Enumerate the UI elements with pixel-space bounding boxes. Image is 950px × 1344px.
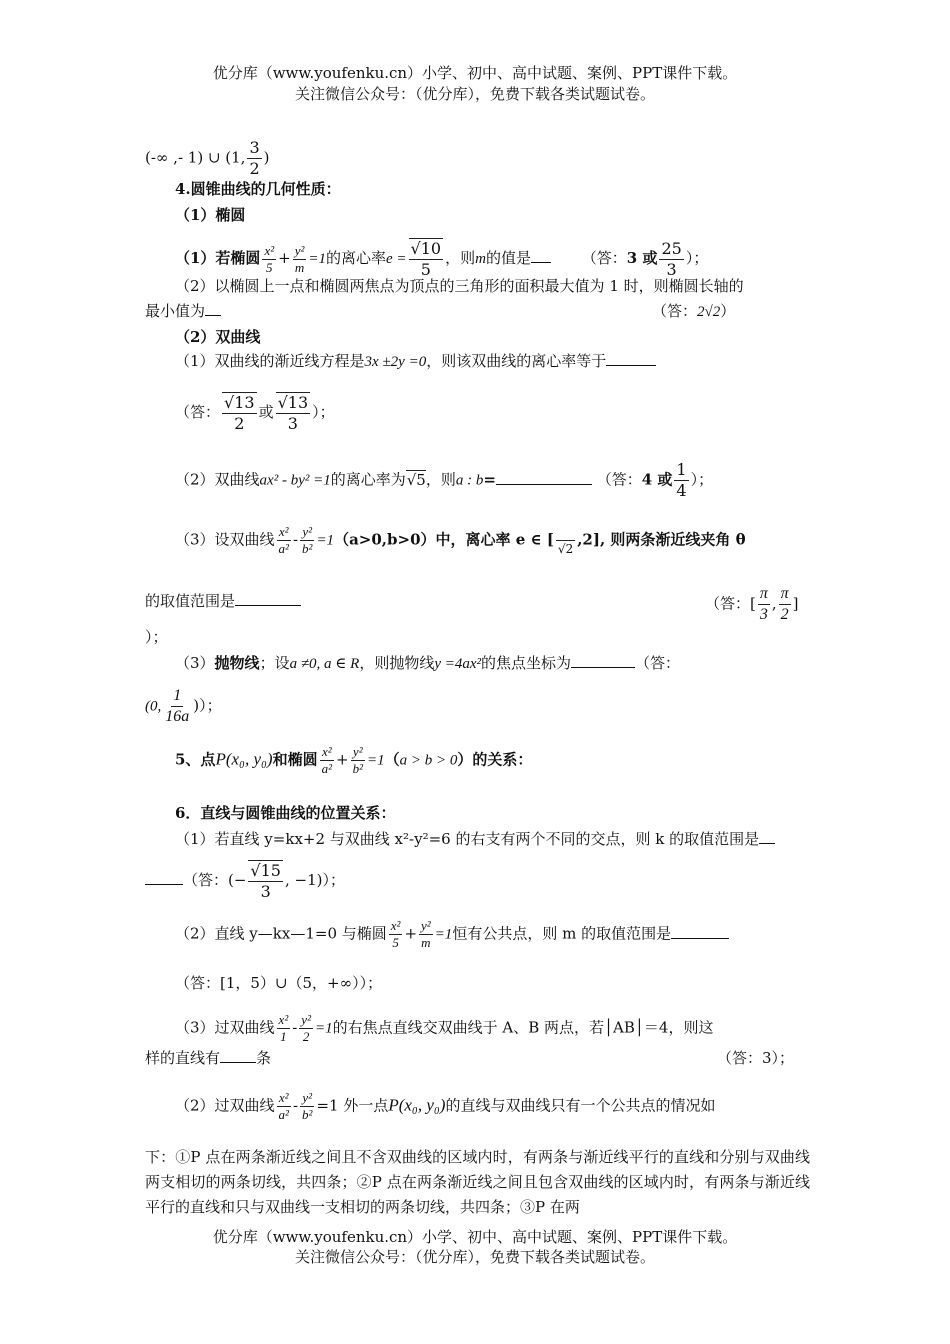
parabola-question: （3）抛物线；设a ≠0, a ∈ R，则抛物线y =4ax²的焦点坐标为 （答： [175, 654, 681, 672]
hyperbola-question-1: （1）双曲线的渐近线方程是3x ±2y =0，则该双曲线的离心率等于 [175, 350, 656, 373]
hyperbola-question-3-end: ）； [145, 628, 168, 646]
ellipse-subtitle: （1）椭圆 [175, 206, 246, 224]
line-question-1: （1）若直线 y=kx+2 与双曲线 x²-y²=6 的右支有两个不同的交点，则 k 的取值范围是 [175, 828, 775, 850]
line-question-3-cont: 样的直线有 条 [145, 1049, 272, 1067]
ellipse-question-1: （1）若椭圆 $\frac{\text{x²}}{5}$ + $\frac{\text{y²}}{m}$ =1的离心率e = $\frac{√10}{5}$ ，则m的值是 （答：3 或 $\frac{25}{3}$ ）； [175, 238, 709, 279]
line-question-2-answer: （答：[1，5）∪（5，+∞））； [175, 974, 383, 992]
line-question-4-paragraph: 下：①P 点在两条渐近线之间且不含双曲线的区域内时，有两条与渐近线平行的直线和分别与双曲线两支相切的两条切线，共四条；②P 点在两条渐近线之间且包含双曲线的区域内时，有两条与渐近线平行的直线和只与双曲线一支相切的两条切线，共四条；③P 在两 [145, 1148, 810, 1216]
line-question-1-answer: （答：(− $\frac{√15}{3}$ , −1)）； [145, 860, 345, 902]
ellipse-question-2: （2）以椭圆上一点和椭圆两焦点为顶点的三角形的面积最大值为 1 时，则椭圆长轴的 [175, 277, 744, 295]
hyperbola-question-3-answer: （答：[ $\frac{\pi}{3}$ , $\frac{\pi}{2}$ ] [705, 585, 799, 623]
hyperbola-question-3-cont: 的取值范围是 [145, 590, 301, 612]
hyperbola-question-1-answer: （答： $\frac{√13}{2}$ 或 $\frac{√13}{3}$ ）； [175, 393, 335, 433]
hyperbola-question-3: （3）设双曲线 $\frac{\text{x²}}{\text{a²}}$ - $\frac{\text{y²}}{\text{b²}}$ =1（a>0,b>0）中，离心率 e ∈ [ √2 ,2], 则两条渐近线夹角 θ [175, 524, 746, 556]
section-5-title: 5、点P(x₀, y₀)和椭圆 $\frac{\text{x²}}{\text{a²}}$ + $\frac{\text{y²}}{\text{b²}}$ =1（a > b > 0）的关系： [175, 744, 533, 776]
hyperbola-question-2: （2）双曲线ax² - by² =1的离心率为√5，则a : b= （答：4 或 $\frac{1}{4}$ ）； [175, 460, 714, 500]
section-6-title: 6．直线与圆锥曲线的位置关系： [175, 804, 396, 822]
header-line-1: 优分库（www.youfenku.cn）小学、初中、高中试题、案例、PPT课件下载。 [212, 64, 738, 82]
line-question-4: （2）过双曲线 $\frac{\text{x²}}{\text{a²}}$ - $\frac{\text{y²}}{\text{b²}}$ =1 外一点P(x₀, y₀)的直线与双曲线只有一个公共点的情况如 [175, 1090, 716, 1122]
footer-line-2: 关注微信公众号：（优分库），免费下载各类试题试卷。 [294, 1248, 655, 1266]
parabola-answer: (0, $\frac{1}{16a}$ )）； [145, 687, 222, 725]
interval-answer: (-∞ ,- 1) ∪ (1, $\frac{3}{2}$ ) [145, 138, 270, 178]
ellipse-question-2-answer: （答：2√2） [652, 302, 736, 320]
line-question-2: （2）直线 y—kx—1=0 与椭圆 $\frac{\text{x²}}{5}$ + $\frac{\text{y²}}{m}$ =1恒有公共点，则 m 的取值范围是 [175, 918, 729, 951]
header-line-2: 关注微信公众号：（优分库），免费下载各类试题试卷。 [294, 85, 655, 103]
section-4-title: 4.圆锥曲线的几何性质： [175, 180, 341, 198]
line-question-3-answer: （答：3）； [717, 1049, 795, 1067]
footer-line-1: 优分库（www.youfenku.cn）小学、初中、高中试题、案例、PPT课件下载。 [212, 1228, 738, 1246]
ellipse-question-2-cont: 最小值为 [145, 300, 221, 322]
line-question-3: （3）过双曲线 $\frac{\text{x²}}{1}$ - $\frac{\text{y²}}{2}$ =1的右焦点直线交双曲线于 A、B 两点，若│AB│＝4，则这 [175, 1012, 714, 1044]
hyperbola-subtitle: （2）双曲线 [175, 328, 261, 346]
